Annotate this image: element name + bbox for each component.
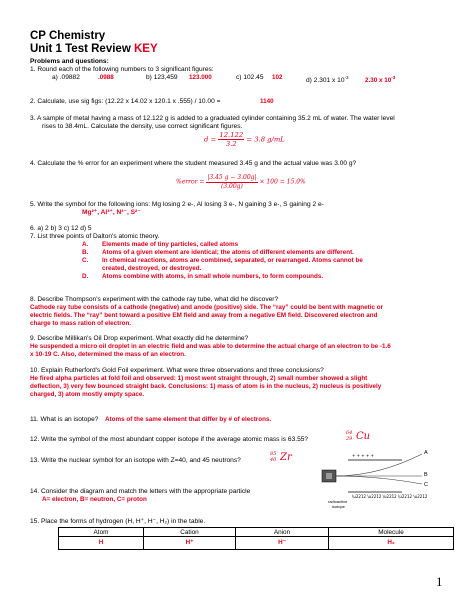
q3-fraction	[218, 131, 244, 148]
table-cell-cation: H⁺	[144, 537, 236, 550]
diagram-label-a: A	[424, 450, 428, 456]
q7-point-c-text-1: In chemical reactions, atoms are combined, separated, or rearranged. Atoms cannot be	[102, 257, 363, 264]
q11-prompt: 11. What is an isotope?	[30, 416, 99, 423]
q3-line-1: 3. A sample of metal having a mass of 12.122 g is added to a graduated cylinder containing 35.2 mL of water. The water level	[30, 115, 395, 122]
q9-answer-line-1: He suspended a micro oil droplet in an electric field and was able to determine the actual charge of an electron to be -1.6	[30, 343, 391, 350]
q1-d-answer-text: 2.30 x 10	[365, 77, 392, 85]
q4-prompt: 4. Calculate the % error for an experiment where the student measured 3.45 g and the actual value was 3.00 g?	[30, 160, 357, 167]
doc-subtitle	[30, 43, 158, 56]
q3-eq-denominator: 3.2	[225, 140, 237, 148]
q7-point-d-text: Atoms combine with atoms, in small whole numbers, to form compounds.	[102, 273, 324, 280]
q2-prompt: 2. Calculate, use sig figs: (12.22 x 14.02 x 120.1 x .555) / 10.00 =	[30, 98, 221, 105]
q15-prompt: 15. Place the forms of hydrogen (H, H⁺, H⁻, H₂) in the table.	[30, 518, 206, 525]
q1-b-answer: 123.000	[189, 74, 212, 81]
q7-point-c-text-2: created, destroyed, or destroyed.	[102, 265, 202, 272]
q4-eq-lhs: %error =	[176, 178, 205, 186]
q8-answer-line-3: charge to mass ration of electron.	[30, 320, 132, 327]
q3-equation	[204, 131, 285, 148]
diagram-label-c: C	[424, 482, 428, 488]
q4-eq-denominator: (3.00g)	[220, 182, 243, 190]
q10-answer-line-1: He fired alpha particles at fold foil and observed: 1) most went straight through, 2) small number showed a slight	[30, 375, 368, 382]
q1-d-exponent: -3	[344, 75, 349, 80]
q1-b: b) 123,459	[146, 74, 178, 81]
key-label: KEY	[133, 43, 158, 55]
svg-text:+ + + + +: + + + + +	[352, 453, 374, 458]
q1-d-answer	[365, 74, 395, 85]
q10-prompt: 10. Explain Rutherford's Gold Foil experiment. What were three observations and three conclusions?	[30, 367, 324, 374]
q13-prompt: 13. Write the nuclear symbol for an isotope with Z=40, and 45 neutrons?	[30, 457, 241, 464]
q13-atomic-number: 40	[270, 457, 277, 463]
q7-point-c-letter: C.	[82, 257, 89, 264]
svg-text:\u2212 \u2212 \u2212 \u2212: \u2212 \u2212 \u2212 \u2212 \u2212	[352, 494, 428, 499]
doc-title: CP Chemistry	[30, 30, 106, 42]
q7-point-a-letter: A.	[82, 241, 89, 248]
q9-prompt: 9. Describe Millikan's Oil Drop experiment. What exactly did he determine?	[30, 335, 249, 342]
q12-element-symbol: Cu	[356, 431, 371, 442]
q1-d-text: d) 2.301 x 10	[306, 77, 345, 85]
q8-prompt: 8. Describe Thompson's experiment with the cathode ray tube, what did he discover?	[30, 296, 279, 303]
q1-c-answer: 102	[272, 74, 283, 81]
table-cell-molecule: H₂	[329, 537, 454, 550]
diagram-source-label-1: radioactive	[328, 499, 348, 504]
table-header-cation: Cation	[144, 528, 236, 537]
q1-a: a) .09882	[52, 74, 80, 81]
q12-prompt: 12. Write the symbol of the most abundant copper isotope if the average atomic mass is 63.55?	[30, 436, 309, 443]
table-row	[59, 537, 454, 550]
table-header-atom: Atom	[59, 528, 144, 537]
q4-eq-numerator: |3.45 g − 3.00g|	[207, 174, 257, 181]
q3-eq-lhs: d =	[204, 135, 217, 144]
q14-prompt: 14. Consider the diagram and match the letters with the appropriate particle	[30, 488, 251, 495]
q13-mass-number: 85	[270, 451, 277, 457]
q1-d-answer-exponent: -3	[391, 75, 396, 80]
q4-equation	[176, 174, 306, 190]
section-heading: Problems and questions:	[30, 58, 109, 65]
table-header-anion: Anion	[236, 528, 329, 537]
q9-answer-line-2: x 10-19 C. Also, determined the mass of an electron.	[30, 351, 186, 358]
q3-eq-rhs: = 3.8 g/mL	[246, 135, 285, 144]
table-cell-anion: H⁻	[236, 537, 329, 550]
q7-point-d-letter: D.	[82, 273, 89, 280]
q5-answer: Mg²⁺, Al³⁺, N³⁻, S²⁻	[82, 209, 141, 216]
q10-answer-line-2: deflection, 3) very few bounced straight back. Conclusions: 1) mass of atom is in the nucleus, 2) nucleus is positively	[30, 383, 382, 390]
doc-subtitle-text: Unit 1 Test Review	[30, 43, 131, 55]
q1-d	[306, 74, 349, 85]
diagram-source-label-2: isotope	[332, 504, 345, 509]
q4-fraction	[206, 174, 257, 190]
table-header-molecule: Molecule	[329, 528, 454, 537]
q14-answer: A= electron, B= neutron, C= proton	[42, 496, 147, 503]
particle-deflection-diagram	[318, 440, 438, 512]
page-number: 1	[436, 574, 443, 589]
q1-prompt: 1. Round each of the following numbers to 3 significant figures:	[30, 66, 214, 73]
q1-c: c) 102.45	[236, 74, 264, 81]
q7-point-a-text: Elements made of tiny particles, called atoms	[102, 241, 239, 248]
q7-prompt: 7. List three points of Dalton's atomic theory.	[30, 233, 160, 240]
table-header-row	[59, 528, 454, 537]
q1-a-answer: .0988	[98, 74, 114, 81]
q3-eq-numerator: 12.122	[219, 131, 244, 139]
q8-answer-line-1: Cathode ray tube consists of a cathode (negative) and anode (positive) side. The “ray” could be bent with magnetic or	[30, 304, 384, 311]
q12-mass-number: 64	[346, 430, 353, 436]
diagram-label-b: B	[424, 472, 428, 478]
q2-answer: 1140	[260, 98, 274, 105]
q4-eq-rhs: × 100 = 15.0%	[259, 178, 306, 186]
q10-answer-line-3: charged, 3) atom mostly empty space.	[30, 391, 145, 398]
q13-element-symbol: Zr	[280, 452, 292, 463]
q3-line-2: rises to 38.4mL. Calculate the density, use correct significant figures.	[42, 123, 243, 130]
q5-prompt: 5. Write the symbol for the following ions: Mg losing 2 e-, Al losing 3 e-, N gaining 3 e-, S gaining 2 e-	[30, 201, 324, 208]
q11-answer: Atoms of the same element that differ by # of electrons.	[105, 416, 272, 423]
table-cell-atom: H	[59, 537, 144, 550]
hydrogen-forms-table	[58, 527, 454, 550]
q7-point-b-letter: B.	[82, 249, 89, 256]
q8-answer-line-2: electric fields. The “ray” bent toward a positive EM field and away from a negative EM field. Discovered electron and	[30, 312, 378, 319]
q7-point-b-text: Atoms of a given element are identical; the atoms of different elements are different.	[102, 249, 354, 256]
q6-text: 6. a) 2 b) 3 c) 12 d) 5	[30, 225, 92, 232]
q12-atomic-number: 29	[346, 436, 353, 442]
